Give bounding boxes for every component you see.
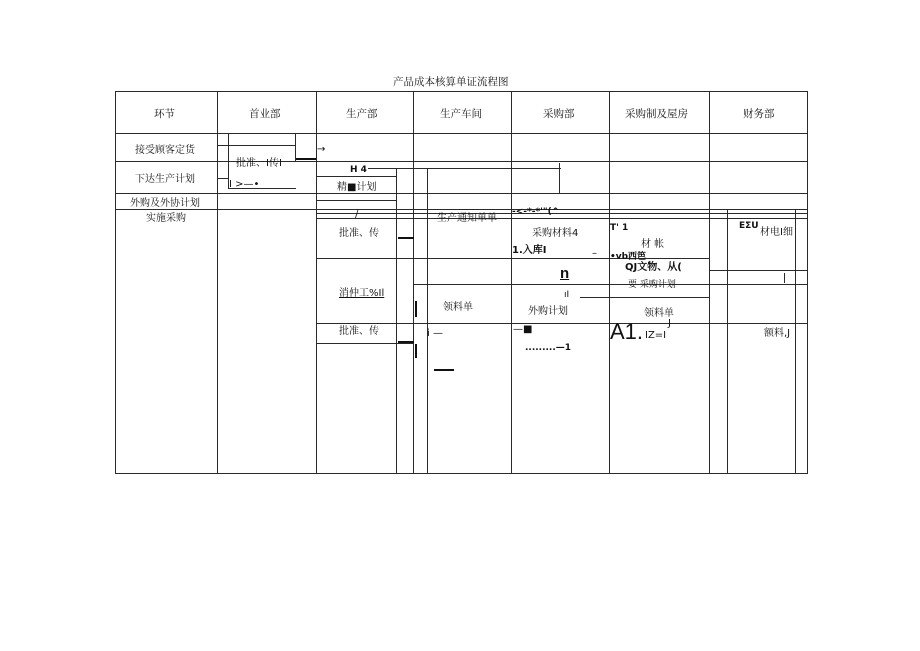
stage-accept-order: 接受顾客定货 bbox=[135, 145, 195, 156]
seg-2 bbox=[218, 178, 228, 179]
page-title: 产品成本核算单证流程图 bbox=[393, 76, 509, 88]
row-line-8 bbox=[316, 323, 808, 324]
seg-7 bbox=[316, 213, 808, 214]
header-production-dept: 生产部 bbox=[346, 108, 378, 120]
col-line-8 bbox=[795, 210, 796, 474]
col-line-3 bbox=[413, 91, 414, 474]
row-line-1 bbox=[115, 161, 808, 162]
garbled-text-1: -<-*-*'"(^ bbox=[512, 207, 560, 217]
outsource-plan-label: 外购计划 bbox=[528, 306, 568, 317]
material-account-label: 材 帐 bbox=[641, 239, 665, 250]
stage-issue-plan: 下达生产计划 bbox=[135, 174, 195, 185]
row-line-5 bbox=[316, 258, 709, 259]
table-border-right bbox=[807, 91, 808, 474]
col-line-4 bbox=[511, 91, 512, 474]
seg-1 bbox=[218, 145, 295, 146]
table-border-left bbox=[115, 91, 116, 474]
purchase-material-label: 采购材料4 bbox=[532, 228, 579, 239]
h4-mark: H 4 bbox=[350, 165, 367, 175]
a1-mark: A1. bbox=[610, 319, 644, 344]
i-dash-mark: i — bbox=[427, 328, 443, 339]
qj-label: QJ文物、从( bbox=[625, 262, 682, 273]
warehouse-in-label: 1.入库I bbox=[512, 245, 547, 256]
header-stage: 环节 bbox=[154, 108, 175, 120]
row-line-9 bbox=[316, 343, 414, 344]
table-border-top bbox=[115, 91, 808, 92]
issue-slip-label-1: 领料单 bbox=[443, 302, 473, 313]
row-line-10 bbox=[580, 297, 710, 298]
tick-1 bbox=[415, 301, 417, 317]
approve-label-1: 批准、I传I bbox=[236, 158, 282, 169]
tick-3 bbox=[784, 273, 785, 283]
col-line-5 bbox=[609, 91, 610, 474]
subcol-b bbox=[295, 133, 296, 161]
arrow-line-1 bbox=[296, 158, 316, 160]
slash-mark: / bbox=[355, 209, 359, 220]
dash-mark: – bbox=[592, 248, 597, 259]
approve-label-3: 批准、传 bbox=[339, 326, 379, 337]
plan-label: 精■计划 bbox=[337, 182, 377, 193]
seg-6 bbox=[316, 200, 397, 201]
dots-mark: .........—1 bbox=[525, 343, 572, 353]
header-warehouse: 采购制及屋房 bbox=[625, 108, 688, 120]
vb-mark: •vb西笆 bbox=[610, 252, 647, 262]
dash-line-b bbox=[398, 341, 414, 343]
dash-line-a bbox=[398, 237, 414, 239]
production-notice-label: 生产通知单单 bbox=[437, 213, 497, 224]
col-line-1 bbox=[217, 91, 218, 474]
bullet-mark: —■ bbox=[513, 324, 533, 335]
table-border-bottom bbox=[115, 473, 808, 474]
iz-mark: IZ=I bbox=[645, 330, 667, 341]
row-line-3 bbox=[115, 209, 808, 210]
stage-implement-purchase: 实施采购 bbox=[146, 213, 186, 224]
header-workshop: 生产车间 bbox=[440, 108, 482, 120]
material-detail-label: 材电I细 bbox=[760, 227, 793, 238]
arrow-right-icon: → bbox=[317, 144, 326, 155]
seg-5 bbox=[368, 168, 561, 169]
tick-2 bbox=[415, 344, 417, 358]
row-line-7 bbox=[413, 284, 807, 285]
header-divider bbox=[115, 133, 808, 134]
row-line-4 bbox=[316, 218, 808, 219]
consume-label: 消仲工%Il bbox=[339, 288, 385, 299]
header-purchasing-dept: 采购部 bbox=[543, 108, 575, 120]
col-line-7 bbox=[727, 210, 728, 474]
approve-label-2: 批准、传 bbox=[339, 228, 379, 239]
dash-line-c bbox=[434, 369, 454, 371]
issue-slip-label-2: 领料单 bbox=[644, 308, 674, 319]
row-line-6 bbox=[709, 270, 808, 271]
header-finance-dept: 财务部 bbox=[743, 108, 775, 120]
garbled-text-2: 要 采购计划 bbox=[628, 280, 676, 290]
col-line-6 bbox=[709, 91, 710, 474]
header-sales-dept: 首业部 bbox=[249, 108, 281, 120]
marks-label-1: I >—• bbox=[229, 179, 260, 190]
t1-mark: T' 1 bbox=[610, 223, 629, 233]
j-mark: J bbox=[668, 318, 671, 329]
u-mark: ıI bbox=[564, 290, 570, 300]
seg-4 bbox=[316, 176, 397, 177]
n-mark: n bbox=[560, 265, 570, 282]
esu-mark: EΣU bbox=[739, 221, 759, 231]
issue-amount-label: 额料,J bbox=[764, 328, 791, 339]
row-line-2 bbox=[115, 193, 808, 194]
stage-outsourcing-plan: 外购及外协计划 bbox=[130, 198, 200, 209]
